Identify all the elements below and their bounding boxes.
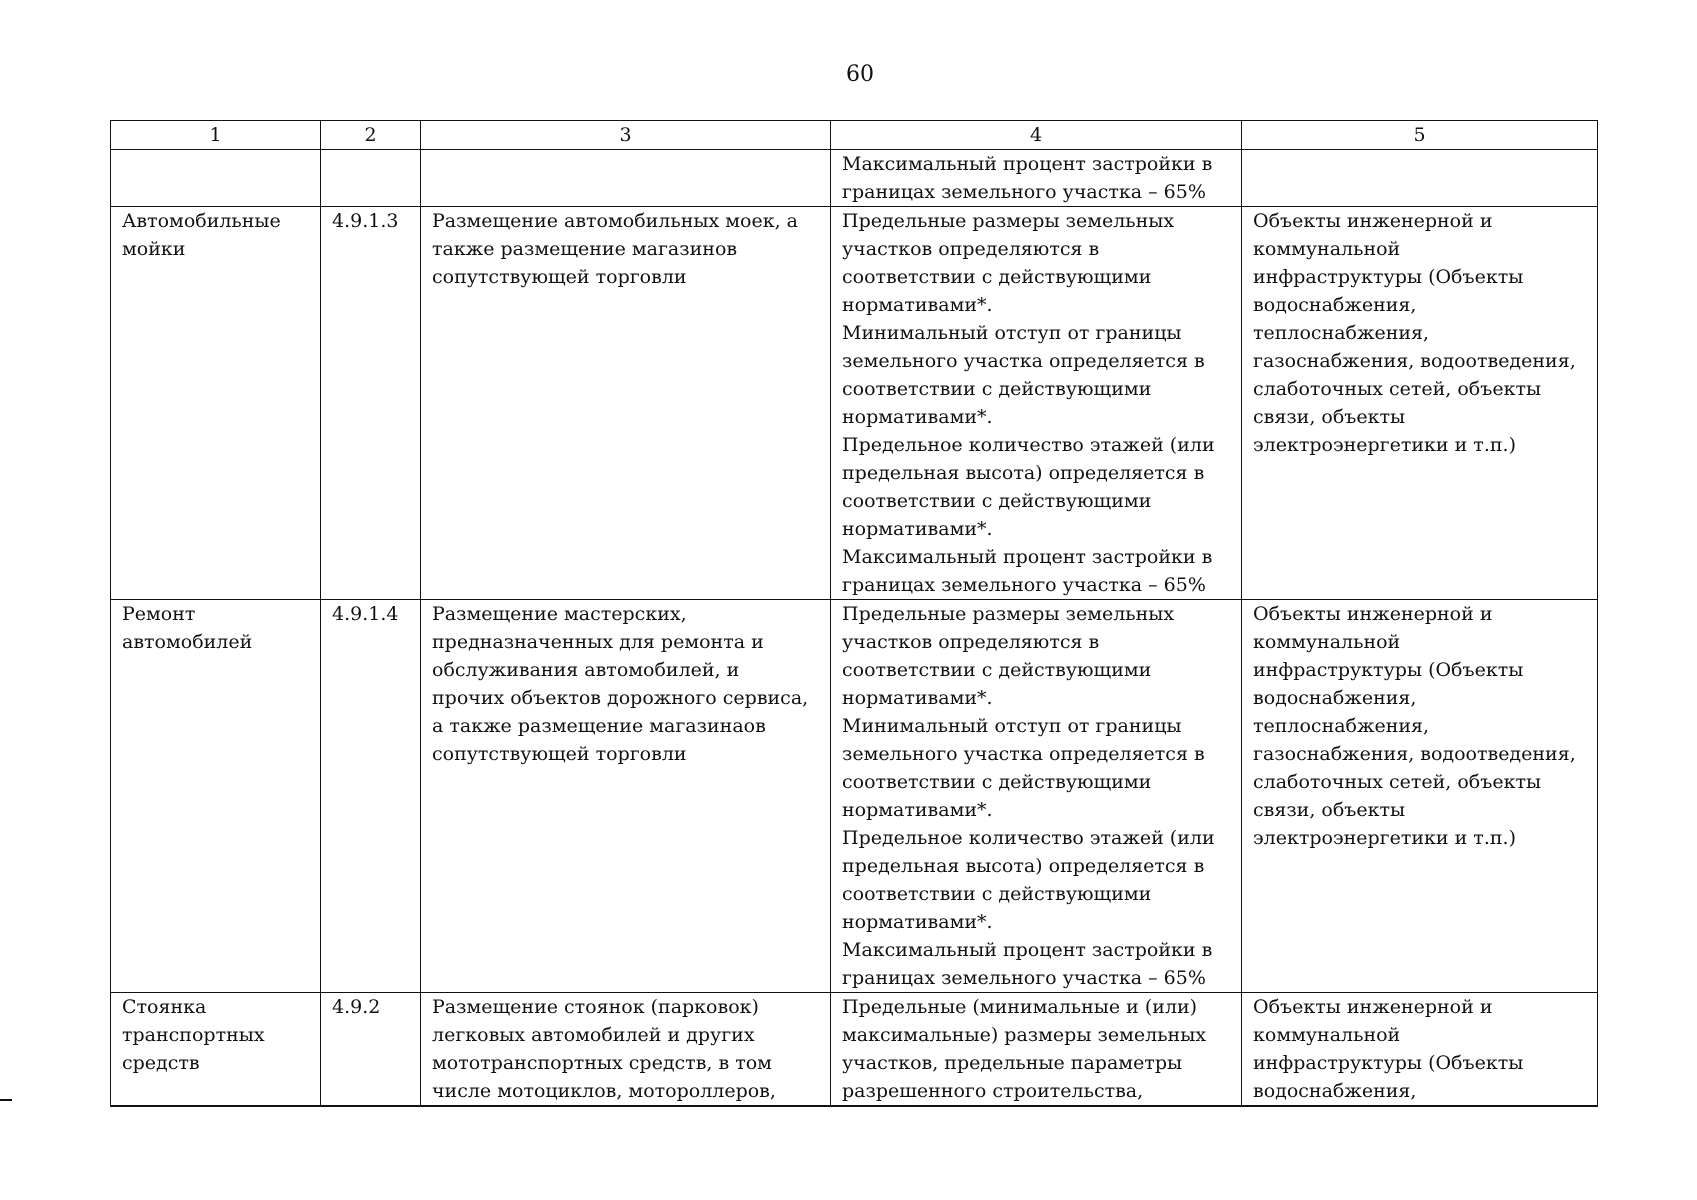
auxiliary-objects: Объекты инженерной и коммунальной инфраструктуры (Объекты водоснабжения, bbox=[1242, 993, 1598, 1107]
auxiliary-objects: Объекты инженерной и коммунальной инфраструктуры (Объекты водоснабжения, теплоснабжения, газоснабжения, водоотведения, слаботочных сетей, объекты связи, объекты электроэнергетики и т.п.) bbox=[1242, 600, 1598, 993]
construction-parameters: Предельные размеры земельных участков определяются в соответствии с действующими нормативами*. Минимальный отступ от границы земельного участка определяется в соответствии с действующими нормативами*. Предельное количество этажей (или предельная высота) определяется в соответствии с действующими нормативами*. Максимальный процент застройки в границах земельного участка – 65% bbox=[831, 207, 1242, 600]
use-type-description: Размещение автомобильных моек, а также размещение магазинов сопутствующей торговли bbox=[421, 207, 831, 600]
margin-tick bbox=[0, 1099, 12, 1101]
column-number-row bbox=[111, 121, 1598, 150]
construction-parameters: Максимальный процент застройки в границах земельного участка – 65% bbox=[831, 150, 1242, 207]
land-use-table bbox=[110, 120, 1598, 1107]
use-type-code: 4.9.2 bbox=[321, 993, 421, 1107]
column-number-2: 2 bbox=[321, 121, 421, 150]
table-row-car-repair bbox=[111, 600, 1598, 993]
column-number-1: 1 bbox=[111, 121, 321, 150]
use-type-description: Размещение мастерских, предназначенных для ремонта и обслуживания автомобилей, и прочих объектов дорожного сервиса, а также размещение магазинаов сопутствующей торговли bbox=[421, 600, 831, 993]
use-type-code bbox=[321, 150, 421, 207]
use-type-description bbox=[421, 150, 831, 207]
auxiliary-objects bbox=[1242, 150, 1598, 207]
use-type-name: Автомобильные мойки bbox=[111, 207, 321, 600]
use-type-code: 4.9.1.4 bbox=[321, 600, 421, 993]
use-type-description: Размещение стоянок (парковок) легковых автомобилей и других мототранспортных средств, в том числе мотоциклов, мотороллеров, bbox=[421, 993, 831, 1107]
column-number-4: 4 bbox=[831, 121, 1242, 150]
column-number-3: 3 bbox=[421, 121, 831, 150]
table-row-parking bbox=[111, 993, 1598, 1107]
table-row-car-wash bbox=[111, 207, 1598, 600]
auxiliary-objects: Объекты инженерной и коммунальной инфраструктуры (Объекты водоснабжения, теплоснабжения, газоснабжения, водоотведения, слаботочных сетей, объекты связи, объекты электроэнергетики и т.п.) bbox=[1242, 207, 1598, 600]
use-type-name: Ремонт автомобилей bbox=[111, 600, 321, 993]
table-row-continuation bbox=[111, 150, 1598, 207]
construction-parameters: Предельные размеры земельных участков определяются в соответствии с действующими нормативами*. Минимальный отступ от границы земельного участка определяется в соответствии с действующими нормативами*. Предельное количество этажей (или предельная высота) определяется в соответствии с действующими нормативами*. Максимальный процент застройки в границах земельного участка – 65% bbox=[831, 600, 1242, 993]
use-type-code: 4.9.1.3 bbox=[321, 207, 421, 600]
use-type-name bbox=[111, 150, 321, 207]
construction-parameters: Предельные (минимальные и (или) максимальные) размеры земельных участков, предельные параметры разрешенного строительства, bbox=[831, 993, 1242, 1107]
column-number-5: 5 bbox=[1242, 121, 1598, 150]
page-number: 60 bbox=[846, 62, 874, 87]
use-type-name: Стоянка транспортных средств bbox=[111, 993, 321, 1107]
